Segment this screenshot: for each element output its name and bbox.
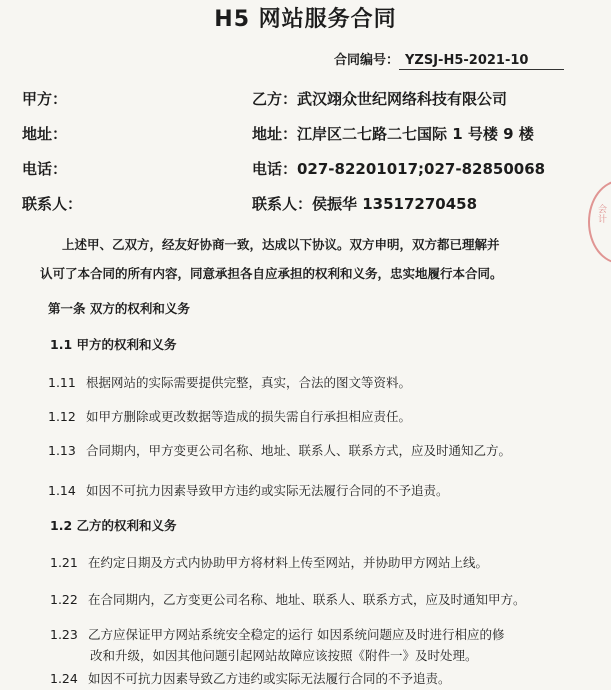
item-text: 如因不可抗力因素导致乙方违约或实际无法履行合同的不予追责。 [88,671,451,686]
item-number: 1.14 [48,483,76,498]
item-text: 如甲方删除或更改数据等造成的损失需自行承担相应责任。 [86,409,412,424]
list-item [48,373,411,391]
section-1-1-heading: 1.1 甲方的权利和义务 [50,337,177,352]
preamble-line-1: 上述甲、乙双方，经友好协商一致，达成以下协议。双方申明，双方都已理解并 [62,237,500,252]
section-1-2-heading: 1.2 乙方的权利和义务 [50,518,177,533]
list-item [50,625,504,643]
item-text: 根据网站的实际需要提供完整，真实，合法的图文等资料。 [86,375,412,390]
item-continuation: 改和升级，如因其他问题引起网站故障应该按照《附件一》及时处理。 [90,648,478,663]
item-number: 1.23 [50,627,78,642]
item-number: 1.12 [48,409,76,424]
item-text: 在约定日期及方式内协助甲方将材料上传至网站，并协助甲方网站上线。 [88,555,489,570]
party-b-contact: 联系人：侯振华 13517270458 [252,195,478,213]
item-number: 1.22 [50,592,78,607]
item-number: 1.21 [50,555,78,570]
preamble-line-2: 认可了本合同的所有内容，同意承担各自应承担的权利和义务，忠实地履行本合同。 [40,266,503,281]
document-title: H5 网站服务合同 [214,7,397,32]
contract-number-value: YZSJ-H5-2021-10 [399,53,564,70]
item-text: 在合同期内，乙方变更公司名称、地址、联系人、联系方式，应及时通知甲方。 [88,592,526,607]
seal-text: 会计 [598,205,608,225]
party-a-address-label: 地址： [22,125,68,143]
item-number: 1.11 [48,375,76,390]
list-item [48,481,449,499]
list-item [50,553,488,571]
list-item [50,590,526,608]
party-b-name: 乙方：武汉翊众世纪网络科技有限公司 [252,90,508,108]
party-b-address: 地址：江岸区二七路二七国际 1 号楼 9 楼 [252,125,534,143]
party-a-label: 甲方： [22,90,68,108]
item-text: 合同期内，甲方变更公司名称、地址、联系人、联系方式，应及时通知乙方。 [86,443,512,458]
list-item [50,669,451,687]
party-a-phone-label: 电话： [22,160,68,178]
party-b-phone: 电话：027-82201017;027-82850068 [252,160,546,178]
contract-number-label: 合同编号： [334,53,400,68]
list-item [48,407,411,425]
item-number: 1.24 [50,671,78,686]
item-text: 如因不可抗力因素导致甲方违约或实际无法履行合同的不予追责。 [86,483,449,498]
article-1-heading: 第一条 双方的权利和义务 [48,301,190,316]
item-text: 乙方应保证甲方网站系统安全稳定的运行 如因系统问题应及时进行相应的修 [88,627,505,642]
item-number: 1.13 [48,443,76,458]
party-a-contact-label: 联系人： [22,195,83,213]
contract-number [334,49,564,70]
list-item [48,441,511,459]
